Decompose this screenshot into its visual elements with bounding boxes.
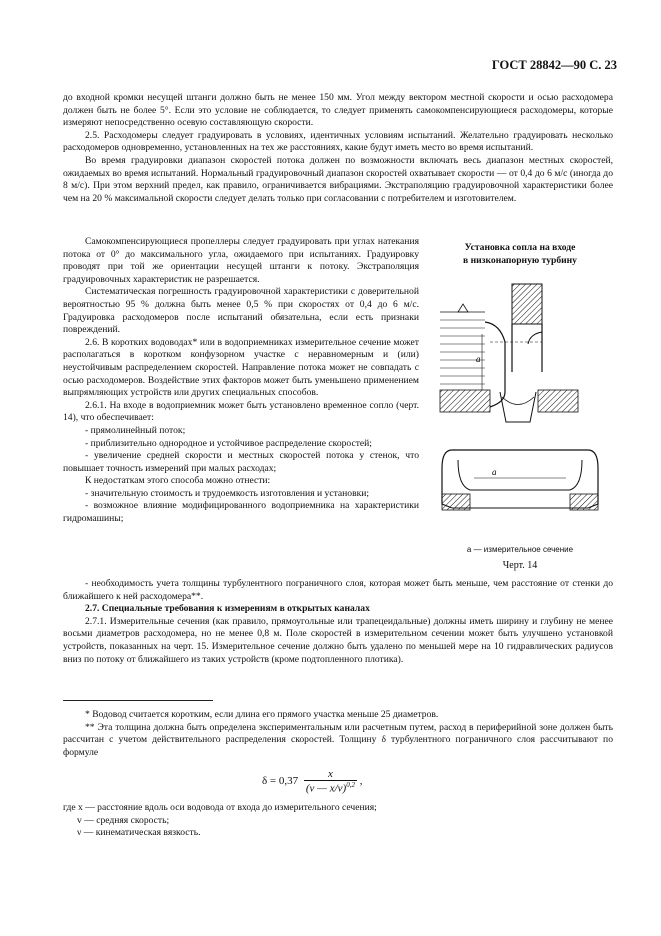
- paragraph: 2.5. Расходомеры следует градуировать в условиях, идентичных условиям испытаний. Желательно градуировать несколько расходомеров одновременно, установленных на тех же расстояниях, какие будут иметь место во время испытаний.: [63, 129, 613, 154]
- formula-lhs: δ = 0,37: [262, 774, 299, 787]
- figure-title: [430, 242, 610, 267]
- definition: ν — кинематическая вязкость.: [77, 827, 201, 839]
- formula-trail: ,: [359, 774, 363, 787]
- figure-title-line: в низконапорную турбину: [463, 254, 577, 266]
- list-item: - увеличение средней скорости и местных скоростей потока у стенок, что повышает точность измерений при малых расходах;: [63, 450, 419, 474]
- nozzle-drawing: [430, 272, 610, 542]
- footnotes-block: [63, 709, 613, 759]
- formula-numerator: x: [304, 768, 357, 781]
- narrow-text-block: [63, 236, 419, 526]
- footnote: * Водовод считается коротким, если длина его прямого участка меньше 25 диаметров.: [85, 709, 439, 720]
- paragraph: до входной кромки несущей штанги должно быть не менее 150 мм. Угол между вектором местной скорости и осью расходомера должен быть не более 5°. Если это условие не соблюдается, то следует применять самокомпенсирующиеся расходомеры, которые измеряют непосредственно осевую составляющую скорости.: [63, 92, 613, 129]
- definition: v — средняя скорость;: [77, 814, 170, 826]
- figure-number: Черт. 14: [502, 560, 538, 571]
- boundary-layer-formula: [262, 768, 362, 795]
- list-item: - возможное влияние модифицированного водоприемника на характеристики гидромашины;: [63, 500, 419, 525]
- formula-exponent: 0,2: [346, 781, 355, 789]
- paragraph: К недостаткам этого способа можно отнести:: [85, 475, 271, 487]
- top-text-block: [63, 92, 613, 205]
- list-item: - приблизительно однородное и устойчивое распределение скоростей;: [85, 437, 372, 449]
- formula-fraction: [304, 768, 357, 795]
- footnote: ** Эта толщина должна быть определена экспериментальным или расчетным путем, расход в периферийной зоне должен быть рассчитан с учетом действительного распределения скоростей. Толщину δ турбулентного пограничного слоя рассчитывают по формуле: [63, 721, 613, 758]
- paragraph: 2.7.1. Измерительные сечения (как правило, прямоугольные или трапецеидальные) должны иметь ширину и глубину не менее восьми диаметров расходомера, но не менее 0,8 м. Поле скоростей в измерительном сечении может быть улучшено установкой устройств, показанных на черт. 15. Измерительное сечение должно быть удалено по меньшей мере на 10 гидравлических радиусов вниз по потоку от ближайшего из таких устройств (кроме подтопленного плотика).: [63, 615, 613, 665]
- paragraph: 2.6.1. На входе в водоприемник может быть установлено временное сопло (черт. 14), что обеспечивает:: [63, 399, 419, 424]
- bottom-text-block: [63, 578, 613, 666]
- list-item: - необходимость учета толщины турбулентного пограничного слоя, которая может быть меньше, чем расстояние от стенки до ближайшего к ней расходомера**.: [63, 578, 613, 602]
- figure-label-a: a: [476, 354, 481, 364]
- definitions-block: [63, 802, 613, 840]
- paragraph: Самокомпенсирующиеся пропеллеры следует градуировать при углах натекания потока от 0° до максимального угла, ожидаемого при испытаниях. Градуировку проводят при той же ориентации несущей штанги к потоку. Экстраполяция градуировочных характеристик не разрешается.: [63, 236, 419, 285]
- section-heading: 2.7. Специальные требования к измерениям в открытых каналах: [85, 603, 370, 615]
- formula-denominator-base: (v — x/ν): [305, 782, 347, 795]
- page-header: ГОСТ 28842—90 С. 23: [491, 58, 617, 72]
- definition: где x — расстояние вдоль оси водовода от входа до измерительного сечения;: [63, 802, 377, 813]
- list-item: - значительную стоимость и трудоемкость изготовления и установки;: [85, 487, 370, 499]
- formula-denominator: [304, 781, 357, 795]
- figure-label-a: a: [492, 467, 497, 477]
- paragraph: 2.6. В коротких водоводах* или в водоприемниках измерительное сечение может располагаться в коротком конфузорном участке с неравномерным и (или) неустойчивым распределением скоростей. Направление потока может не совпадать с осью расходомеров. Воздействие этих факторов может быть уменьшено применением выпрямляющих устройств или других специальных способов.: [63, 336, 419, 399]
- paragraph: Во время градуировки диапазон скоростей потока должен по возможности включать весь диапазон местных скоростей, ожидаемых во время испытаний. Нормальный градуировочный диапазон скоростей охватывает скорости — от 0,4 до 6 м/с (иногда до 8 м/с). При этом верхний предел, как правило, ограничивается вибрациями. Экстраполяцию градуировочной характеристики более чем на 20 % максимальной скорости следует делать только при согласовании с потребителем и изготовителем.: [63, 154, 613, 204]
- figure-title-line: Установка сопла на входе: [464, 242, 576, 253]
- figure-caption: a — измерительное сечение: [466, 545, 574, 554]
- paragraph: Систематическая погрешность градуировочной характеристики с доверительной вероятностью 95 % должна быть менее 0,5 % при скоростях от 0,4 до 6 м/с. Градуировка расходомеров после испытаний обязательна, если есть признаки повреждений.: [63, 286, 419, 336]
- footnote-divider: [63, 700, 213, 701]
- list-item: - прямолинейный поток;: [85, 424, 186, 436]
